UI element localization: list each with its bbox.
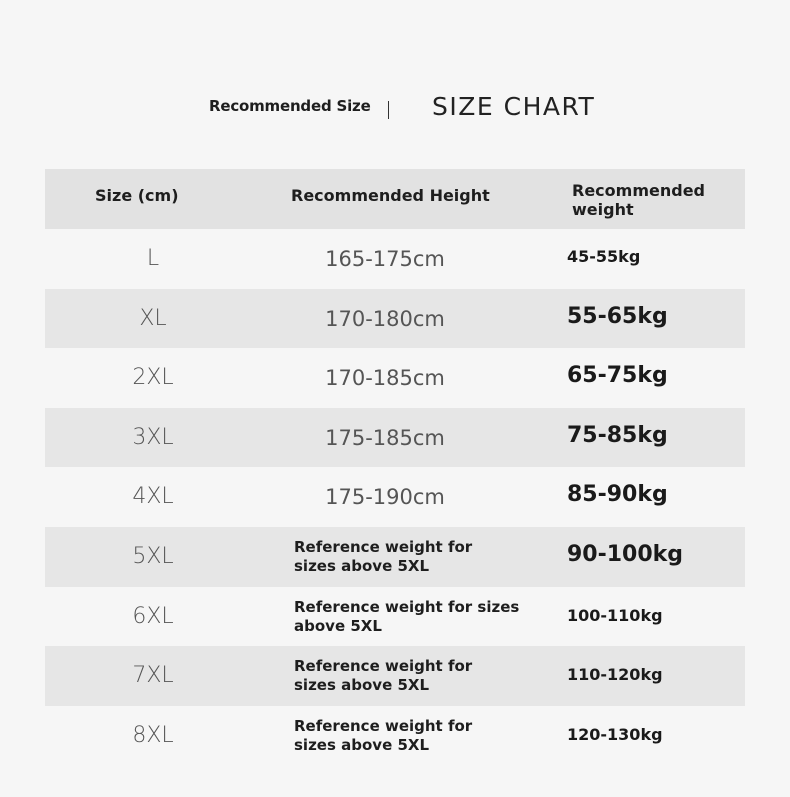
header-height: Recommended Height bbox=[291, 186, 490, 205]
weight-cell: 55-65kg bbox=[567, 303, 668, 329]
weight-cell: 100-110kg bbox=[567, 605, 663, 625]
table-row bbox=[45, 527, 745, 587]
size-cell: 4XL bbox=[132, 484, 174, 510]
weight-cell: 65-75kg bbox=[567, 363, 668, 389]
recommended-size-label: Recommended Size bbox=[209, 97, 371, 115]
table-row bbox=[45, 646, 745, 706]
size-cell: 8XL bbox=[132, 722, 174, 748]
table-row bbox=[45, 229, 745, 289]
weight-cell: 85-90kg bbox=[567, 482, 668, 508]
size-cell: L bbox=[146, 246, 160, 271]
weight-cell: 120-130kg bbox=[567, 724, 663, 744]
height-cell: 165-175cm bbox=[325, 247, 445, 271]
table-row bbox=[45, 467, 745, 527]
weight-cell: 90-100kg bbox=[567, 541, 684, 567]
weight-cell: 75-85kg bbox=[567, 422, 668, 448]
height-cell: 175-185cm bbox=[325, 425, 445, 450]
height-note-cell: Reference weight for sizes above 5XL bbox=[294, 716, 473, 754]
height-note-cell: Reference weight for sizes above 5XL bbox=[294, 597, 520, 635]
size-cell: 7XL bbox=[132, 663, 174, 689]
size-cell: XL bbox=[139, 305, 167, 331]
size-cell: 2XL bbox=[132, 365, 174, 391]
height-cell: 175-190cm bbox=[325, 485, 445, 510]
table-row bbox=[45, 706, 745, 766]
table-row bbox=[45, 408, 745, 468]
table-row bbox=[45, 289, 745, 349]
table-header-row bbox=[45, 169, 745, 229]
header-size: Size (cm) bbox=[95, 186, 179, 205]
height-cell: 170-185cm bbox=[325, 366, 445, 391]
size-cell: 6XL bbox=[132, 603, 174, 629]
header-weight: Recommended weight bbox=[572, 181, 705, 219]
height-note-cell: Reference weight for sizes above 5XL bbox=[294, 537, 473, 575]
size-cell: 3XL bbox=[132, 424, 174, 450]
page-heading bbox=[0, 92, 790, 132]
weight-cell: 45-55kg bbox=[567, 247, 641, 266]
table-row bbox=[45, 587, 745, 647]
height-note-cell: Reference weight for sizes above 5XL bbox=[294, 657, 473, 695]
size-chart-table bbox=[45, 169, 745, 765]
height-cell: 170-180cm bbox=[325, 306, 445, 331]
size-cell: 5XL bbox=[132, 543, 174, 569]
heading-separator bbox=[388, 101, 389, 119]
table-row bbox=[45, 348, 745, 408]
weight-cell: 110-120kg bbox=[567, 665, 663, 685]
size-chart-title: SIZE CHART bbox=[432, 92, 596, 121]
